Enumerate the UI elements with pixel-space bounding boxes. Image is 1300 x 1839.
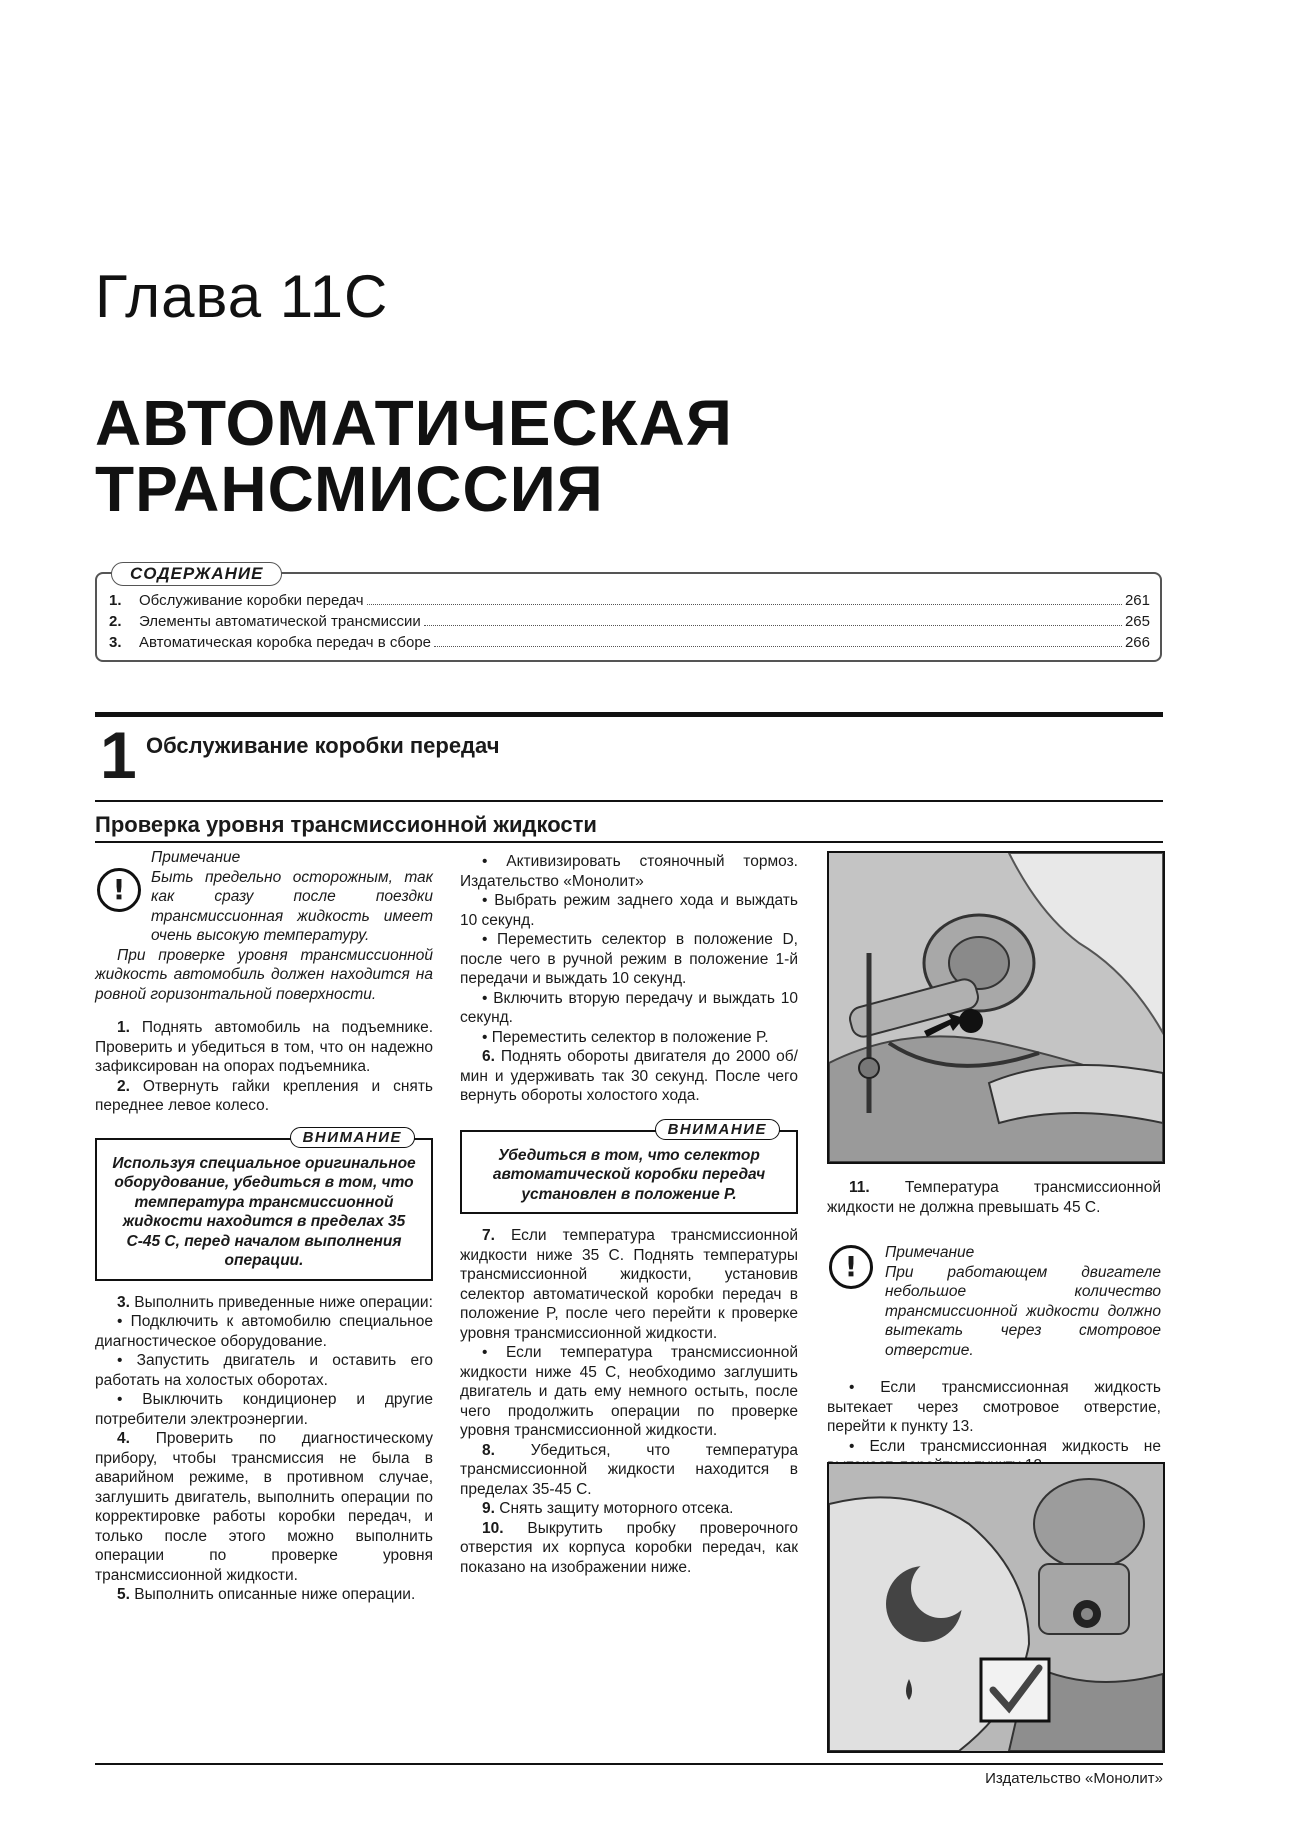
step-text: Отвернуть гайки крепления и снять переднее левое колесо.	[95, 1077, 433, 1114]
step-number: 8.	[482, 1441, 495, 1459]
toc-item-text: Автоматическая коробка передач в сборе	[139, 634, 432, 651]
step-number: 10.	[482, 1519, 504, 1537]
subsection-title: Проверка уровня трансмиссионной жидкости	[95, 812, 597, 837]
toc-item-number: 1.	[109, 592, 122, 609]
step-number: 3.	[117, 1293, 130, 1311]
step-4	[95, 1429, 433, 1585]
photo-transmission-underside	[827, 851, 1165, 1164]
photo-check-plug	[827, 1462, 1165, 1753]
warning-text: Используя специальное оригинальное оборудование, убедиться в том, что температура трансмиссионной жидкости находится в пределах 35 С-45 С, перед началом выполнения операции.	[112, 1154, 416, 1269]
toc-item-number: 2.	[109, 613, 122, 630]
step-6	[460, 1047, 798, 1106]
step-text: Снять защиту моторного отсека.	[499, 1500, 734, 1517]
bullet-item: • Если трансмиссионная жидкость не	[849, 1437, 1161, 1455]
step-text: Поднять обороты двигателя до 2000 об/мин и удерживать так 30 секунд. После чего вернуть обороты холостого хода.	[460, 1048, 798, 1104]
section-title: Обслуживание коробки передач	[146, 733, 500, 758]
warning-label: ВНИМАНИЕ	[290, 1127, 415, 1149]
toc-item-text: Обслуживание коробки передач	[139, 592, 364, 609]
step-1	[95, 1018, 433, 1077]
step-number: 1.	[117, 1019, 130, 1036]
bullet-item: • Выключить кондиционер и другие потребители электроэнергии.	[95, 1391, 433, 1428]
toc-list	[109, 592, 1150, 655]
warning-box	[460, 1120, 798, 1215]
toc-item[interactable]	[109, 592, 1150, 613]
bullet-item: • Подключить к автомобилю специальное диагностическое оборудование.	[95, 1313, 433, 1350]
step-text: Выкрутить пробку проверочного отверстия их корпуса коробки передач, как показано на изображении ниже.	[460, 1519, 798, 1576]
chapter-label: Глава 11С	[95, 263, 389, 330]
column-2	[460, 852, 798, 1577]
toc-item-page: 266	[1124, 634, 1150, 651]
bullet-item: • Если температура трансмиссионной жидкости ниже 45 С, необходимо заглушить двигатель и дать ему немного остыть, после чего продолжить операции по проверке уровня трансмиссионной жидкости.	[460, 1344, 798, 1439]
column-1	[95, 848, 433, 1605]
step-11	[827, 1178, 1161, 1217]
note-block	[95, 848, 433, 1004]
toc-leader	[367, 604, 1122, 605]
bullet-item: • Переместить селектор в положение D, после чего в ручной режим в положение 1-й передачи и выждать 10 секунд.	[460, 931, 798, 987]
toc-item[interactable]	[109, 634, 1150, 655]
step-3	[95, 1293, 433, 1313]
toc-label: СОДЕРЖАНИЕ	[111, 562, 282, 586]
step-text: Убедиться, что температура трансмиссионной жидкости находится в пределах 35-45 С.	[460, 1441, 798, 1498]
step-9	[460, 1499, 798, 1519]
step-8	[460, 1441, 798, 1500]
footer-rule	[95, 1763, 1163, 1765]
step-number: 9.	[482, 1500, 495, 1517]
toc-item-page: 265	[1124, 613, 1150, 630]
title-line-1: АВТОМАТИЧЕСКАЯ	[95, 387, 733, 459]
photo-illustration	[829, 1464, 1163, 1751]
footer-publisher: Издательство «Монолит»	[985, 1770, 1163, 1787]
warning-label: ВНИМАНИЕ	[655, 1119, 780, 1141]
toc-item-number: 3.	[109, 634, 122, 651]
note-text: При работающем двигателе небольшое количество трансмиссионной жидкости должно вытекать через смотровое отверстие.	[885, 1263, 1161, 1359]
page-title	[95, 387, 733, 525]
section-rule-top	[95, 712, 1163, 717]
step-text: Выполнить приведенные ниже операции:	[134, 1293, 433, 1311]
note-text-2: При проверке уровня трансмиссионной жидкость автомобиль должен находится на ровной горизонтальной поверхности.	[95, 946, 433, 1003]
step-number: 2.	[117, 1077, 130, 1095]
toc-leader	[434, 646, 1122, 647]
bullet-item: • Запустить двигатель и оставить его работать на холостых оборотах.	[95, 1352, 433, 1389]
note-heading: Примечание	[151, 849, 241, 866]
step-10	[460, 1519, 798, 1578]
exclamation-icon: !	[829, 1245, 873, 1289]
warning-text: Убедиться в том, что селектор автоматической коробки передач установлен в положение P.	[492, 1146, 766, 1203]
step-2	[95, 1077, 433, 1116]
bullet-item: • Выбрать режим заднего хода и выждать 10 секунд.	[460, 892, 798, 929]
toc-item-page: 261	[1124, 592, 1150, 609]
step-text: Температура трансмиссионной жидкости не должна превышать 45 С.	[827, 1179, 1161, 1216]
warning-box	[95, 1128, 433, 1281]
step-text: Поднять автомобиль на подъемнике. Проверить и убедиться в том, что он надежно зафиксирован на опорах подъемника.	[95, 1019, 433, 1075]
bullet-item: • Включить вторую передачу и выждать 10 секунд.	[460, 989, 798, 1026]
step-number: 5.	[117, 1586, 130, 1603]
note-block	[827, 1243, 1161, 1360]
step-text: Если температура трансмиссионной жидкости ниже 35 С. Поднять температуры трансмиссионной жидкости, установив селектор автоматической коробки передач в положение P, после чего перейти к проверке уровня трансмиссионной жидкости.	[460, 1227, 798, 1342]
step-number: 7.	[482, 1227, 495, 1244]
title-line-2: ТРАНСМИССИЯ	[95, 453, 604, 525]
subsection-rule	[95, 841, 1163, 843]
step-text: Проверить по диагностическому прибору, чтобы трансмиссия не была в аварийном режиме, в противном случае, заглушить двигатель, выполнить операции по корректировке работы коробки передач, и только после этого можно выполнить операции по проверке уровня трансмиссионной жидкости.	[95, 1430, 433, 1584]
step-number: 11.	[849, 1179, 870, 1196]
step-7	[460, 1226, 798, 1343]
toc-item[interactable]	[109, 613, 1150, 634]
toc-item-text: Элементы автоматической трансмиссии	[139, 613, 421, 630]
note-text: Быть предельно осторожным, так как сразу после поездки трансмиссионная жидкость имеет очень высокую температуру.	[151, 868, 433, 944]
step-number: 4.	[117, 1430, 130, 1447]
section-number: 1	[100, 718, 137, 792]
section-rule-bottom	[95, 800, 1163, 802]
column-3	[827, 1178, 1161, 1476]
table-of-contents	[95, 564, 1162, 662]
bullet-item: • Переместить селектор в положение P.	[482, 1028, 769, 1046]
step-number: 6.	[482, 1048, 495, 1065]
note-heading: Примечание	[885, 1244, 975, 1261]
bullet-item: • Активизировать стояночный тормоз. Издательство «Монолит»	[460, 853, 798, 890]
bullet-item: • Если трансмиссионная жидкость вытекает через смотровое отверстие, перейти к пункту 13.	[827, 1379, 1161, 1435]
step-5	[95, 1585, 433, 1605]
exclamation-icon: !	[97, 868, 141, 912]
step-text: Выполнить описанные ниже операции.	[134, 1586, 416, 1603]
toc-leader	[424, 625, 1122, 626]
photo-illustration	[829, 853, 1163, 1162]
